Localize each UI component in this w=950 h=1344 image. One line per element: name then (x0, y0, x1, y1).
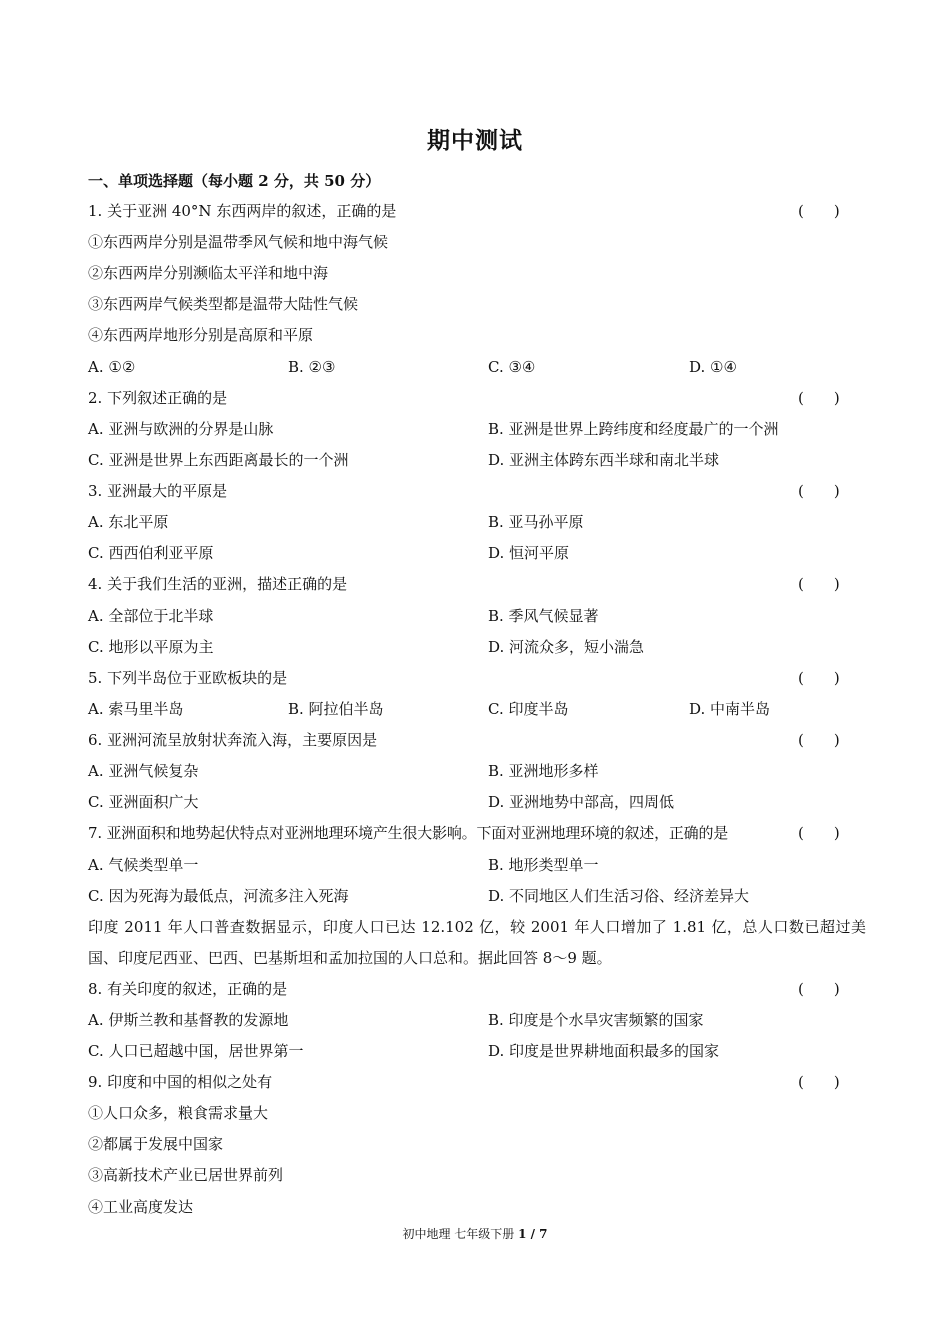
question-6-option-c: C. 亚洲面积广大 (88, 793, 199, 811)
question-2-option-d: D. 亚洲主体跨东西半球和南北半球 (488, 451, 720, 469)
question-7-option-b: B. 地形类型单一 (488, 856, 599, 874)
question-1-option-d: D. ①④ (689, 358, 737, 376)
question-9-stem: 9. 印度和中国的相似之处有 (88, 1073, 273, 1091)
question-4-option-c: C. 地形以平原为主 (88, 638, 214, 656)
question-5-option-b: B. 阿拉伯半岛 (288, 700, 384, 718)
page-title: 期中测试 (427, 127, 523, 154)
question-4-option-b: B. 季风气候显著 (488, 607, 599, 625)
question-8-option-b: B. 印度是个水旱灾害频繁的国家 (488, 1011, 704, 1029)
question-3-stem: 3. 亚洲最大的平原是 (88, 482, 228, 500)
answer-blank-6: ( ) (798, 731, 840, 749)
question-2-option-a: A. 亚洲与欧洲的分界是山脉 (88, 420, 274, 438)
question-2-stem: 2. 下列叙述正确的是 (88, 389, 228, 407)
question-1-statement-4: ④东西两岸地形分别是高原和平原 (88, 326, 314, 344)
question-3-option-b: B. 亚马孙平原 (488, 513, 584, 531)
footer-text: 初中地理 七年级下册 (402, 1227, 519, 1241)
page-number: 1 / 7 (518, 1227, 548, 1241)
question-3-option-a: A. 东北平原 (88, 513, 169, 531)
question-9-statement-4: ④工业高度发达 (88, 1198, 194, 1216)
reading-passage: 印度 2011 年人口普查数据显示，印度人口已达 12.102 亿，较 2001 年人口增加了 1.81 亿，总人口数已超过美国、印度尼西亚、巴西、巴基斯坦和孟加拉国的人口总和。据此回答 8～9 题。 (88, 918, 866, 967)
answer-blank-7: ( ) (798, 824, 840, 842)
question-1-statement-2: ②东西两岸分别濒临太平洋和地中海 (88, 264, 329, 282)
question-8-stem: 8. 有关印度的叙述，正确的是 (88, 980, 288, 998)
question-9-statement-2: ②都属于发展中国家 (88, 1135, 224, 1153)
question-3-option-d: D. 恒河平原 (488, 544, 570, 562)
question-4-option-a: A. 全部位于北半球 (88, 607, 214, 625)
question-8-option-a: A. 伊斯兰教和基督教的发源地 (88, 1011, 289, 1029)
question-4-option-d: D. 河流众多，短小湍急 (488, 638, 645, 656)
question-6-option-b: B. 亚洲地形多样 (488, 762, 599, 780)
question-6-stem: 6. 亚洲河流呈放射状奔流入海，主要原因是 (88, 731, 378, 749)
answer-blank-1: ( ) (798, 202, 840, 220)
question-6-option-d: D. 亚洲地势中部高，四周低 (488, 793, 675, 811)
question-7-stem: 7. 亚洲面积和地势起伏特点对亚洲地理环境产生很大影响。下面对亚洲地理环境的叙述，正确的是 (88, 824, 729, 842)
question-9-statement-3: ③高新技术产业已居世界前列 (88, 1166, 284, 1184)
question-5-stem: 5. 下列半岛位于亚欧板块的是 (88, 669, 288, 687)
answer-blank-5: ( ) (798, 669, 840, 687)
question-1-option-a: A. ①② (88, 358, 136, 376)
question-5-option-c: C. 印度半岛 (488, 700, 569, 718)
question-1-statement-3: ③东西两岸气候类型都是温带大陆性气候 (88, 295, 359, 313)
answer-blank-8: ( ) (798, 980, 840, 998)
question-5-option-d: D. 中南半岛 (689, 700, 771, 718)
question-1-option-b: B. ②③ (288, 358, 336, 376)
question-8-option-d: D. 印度是世界耕地面积最多的国家 (488, 1042, 720, 1060)
question-9-statement-1: ①人口众多，粮食需求量大 (88, 1104, 269, 1122)
answer-blank-4: ( ) (798, 575, 840, 593)
question-3-option-c: C. 西西伯利亚平原 (88, 544, 214, 562)
question-7-option-d: D. 不同地区人们生活习俗、经济差异大 (488, 887, 750, 905)
answer-blank-9: ( ) (798, 1073, 840, 1091)
question-8-option-c: C. 人口已超越中国，居世界第一 (88, 1042, 304, 1060)
question-1-option-c: C. ③④ (488, 358, 536, 376)
answer-blank-3: ( ) (798, 482, 840, 500)
question-6-option-a: A. 亚洲气候复杂 (88, 762, 199, 780)
question-7-option-c: C. 因为死海为最低点，河流多注入死海 (88, 887, 349, 905)
question-7-option-a: A. 气候类型单一 (88, 856, 199, 874)
question-5-option-a: A. 索马里半岛 (88, 700, 184, 718)
question-2-option-c: C. 亚洲是世界上东西距离最长的一个洲 (88, 451, 349, 469)
question-1-stem: 1. 关于亚洲 40°N 东西两岸的叙述，正确的是 (88, 202, 397, 220)
question-1-statement-1: ①东西两岸分别是温带季风气候和地中海气候 (88, 233, 389, 251)
answer-blank-2: ( ) (798, 389, 840, 407)
page-footer (0, 1225, 950, 1242)
section-heading: 一、单项选择题（每小题 2 分，共 50 分） (88, 172, 381, 190)
question-4-stem: 4. 关于我们生活的亚洲，描述正确的是 (88, 575, 348, 593)
question-2-option-b: B. 亚洲是世界上跨纬度和经度最广的一个洲 (488, 420, 779, 438)
